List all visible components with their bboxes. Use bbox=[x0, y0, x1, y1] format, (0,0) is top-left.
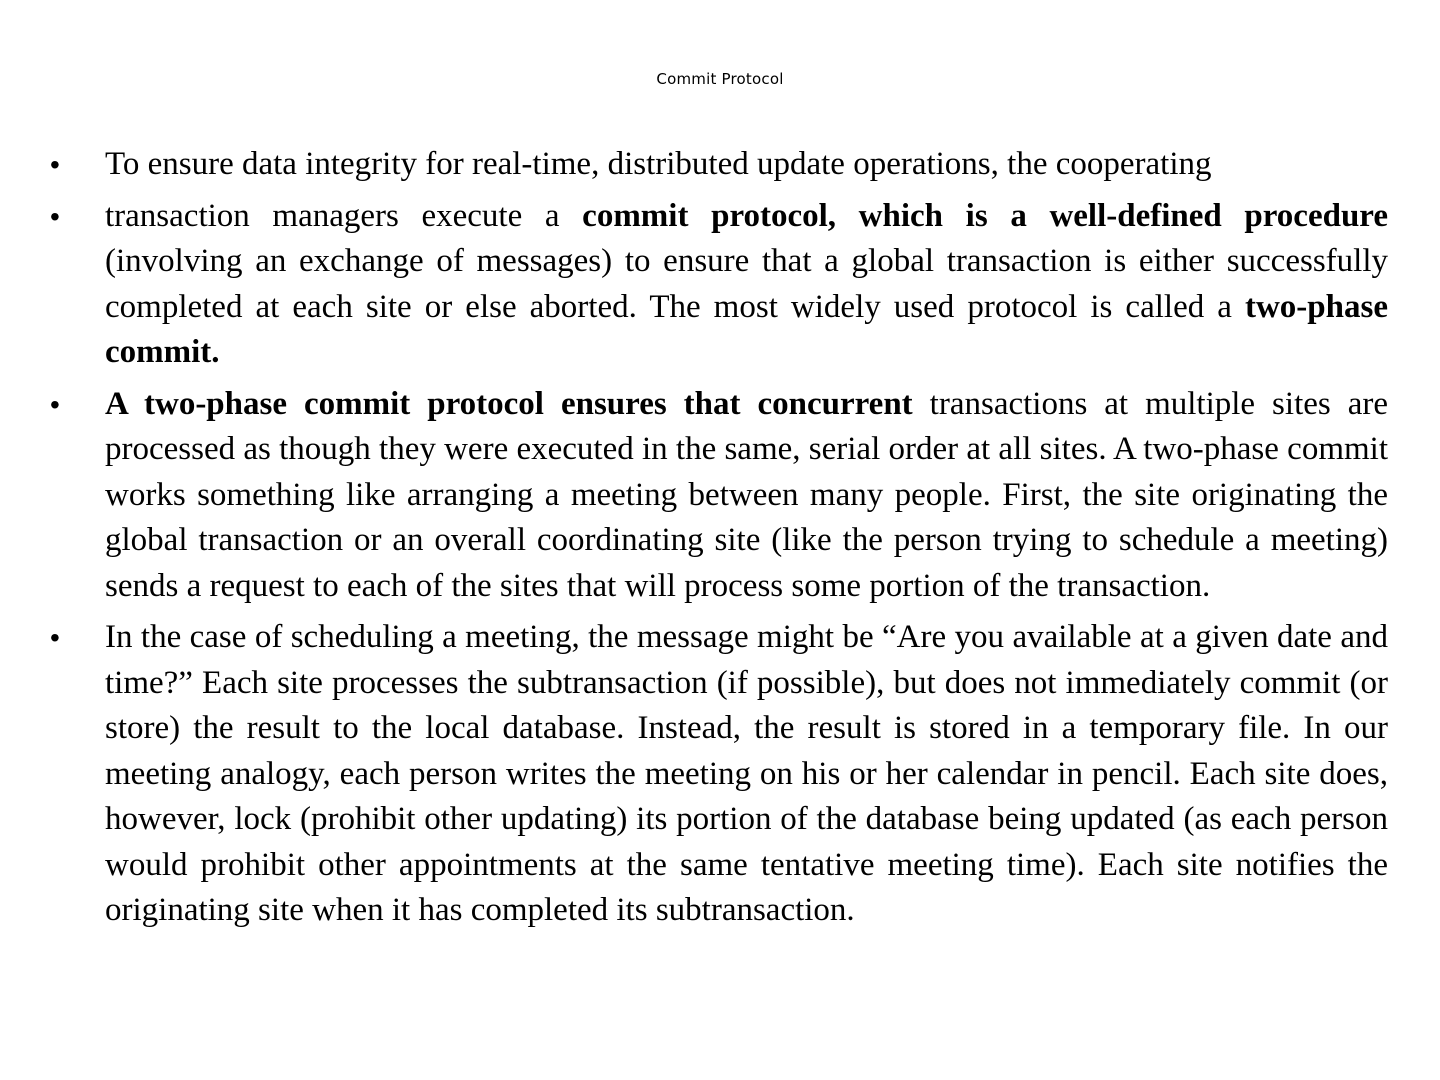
bullet-3-text-a: transactions at multiple sites are processed as though they were executed in the same, serial order at all sites. A two-phase commit works something like arranging a meeting between many people. First, the site originating the global transaction or an overall coordinating site (like the person trying to schedule a meeting) sends a request to each of the sites that will process some portion of the transaction. bbox=[105, 385, 1388, 604]
bullet-dot-icon: • bbox=[50, 622, 60, 653]
bullet-item-3 bbox=[50, 382, 1388, 610]
bullet-dot-icon: • bbox=[50, 388, 60, 420]
bullet-2-bold-a: commit protocol, which is a well-defined procedure bbox=[582, 197, 1389, 234]
bullet-dot-icon: • bbox=[50, 149, 60, 180]
bullet-item-4 bbox=[50, 615, 1388, 934]
bullet-2-bold-b: two-phase commit. bbox=[105, 288, 1388, 370]
bullet-2-text-b: (involving an exchange of messages) to ensure that a global transaction is either successfully completed at each site or else aborted. The most widely used protocol is called a bbox=[105, 243, 1388, 325]
bullet-item-1 bbox=[50, 142, 1388, 188]
bullet-dot-icon: • bbox=[50, 200, 60, 232]
bullet-2-text-a: transaction managers execute a bbox=[105, 197, 583, 234]
bullet-item-2 bbox=[50, 194, 1389, 376]
bullet-list bbox=[0, 142, 1440, 940]
slide-title: Commit Protocol bbox=[656, 70, 784, 88]
bullet-1-text: To ensure data integrity for real-time, distributed update operations, the cooperating bbox=[105, 146, 1212, 182]
bullet-4-text-a: In the case of scheduling a meeting, the message might be “Are you available at a given date and time?” Each site processes the subtransaction (if possible), but does not immediately commit (or store) the result to the local database. Instead, the result is stored in a temporary file. In our meeting analogy, each person writes the meeting on his or her calendar in pencil. Each site does, however, lock (prohibit other updating) its portion of the database being updated (as each person would prohibit other appointments at the same tentative meeting time). Each site notifies the originating site when it has completed its subtransaction. bbox=[105, 619, 1388, 928]
bullet-3-bold-a: A two-phase commit protocol ensures that concurrent bbox=[105, 385, 913, 422]
